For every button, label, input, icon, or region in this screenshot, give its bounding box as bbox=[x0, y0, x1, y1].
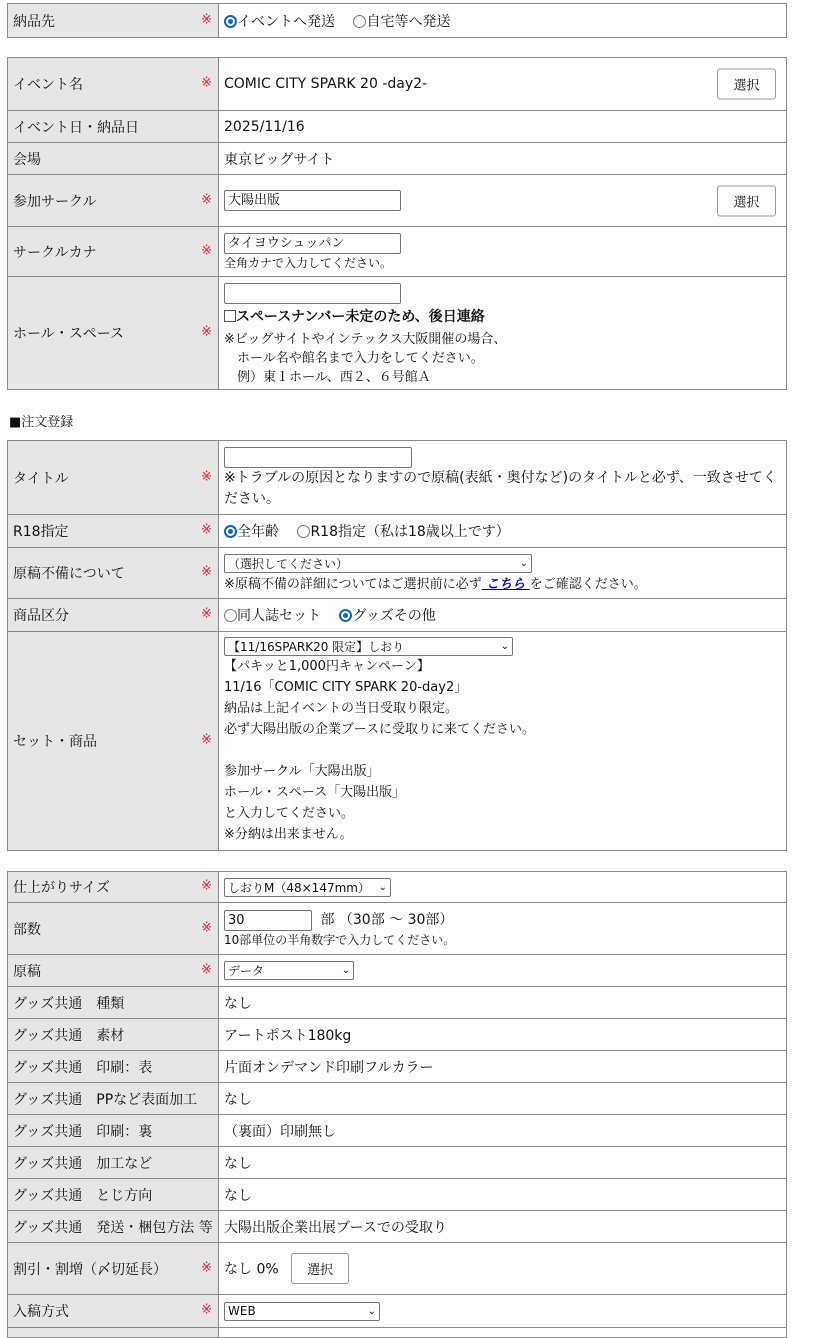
spec-row-value: 片面オンデマンド印刷フルカラー bbox=[219, 1051, 787, 1083]
required-mark: ※ bbox=[201, 11, 212, 27]
delivery-table bbox=[7, 3, 787, 38]
venue-label-cell bbox=[8, 143, 219, 175]
required-mark: ※ bbox=[201, 468, 212, 484]
kana-label: サークルカナ bbox=[13, 244, 97, 261]
chevron-down-icon: ⌄ bbox=[367, 1305, 376, 1317]
spec-row-label-cell bbox=[8, 1083, 219, 1115]
required-mark: ※ bbox=[201, 732, 212, 748]
qty-cell bbox=[219, 903, 787, 955]
required-mark: ※ bbox=[201, 1302, 212, 1318]
spec-row-label: グッズ共通 印刷：裏 bbox=[13, 1123, 153, 1140]
spec-row-label-cell bbox=[8, 987, 219, 1019]
manuscript-cell bbox=[219, 955, 787, 987]
venue-value: 東京ビッグサイト bbox=[219, 143, 787, 175]
method-label-cell bbox=[8, 1295, 219, 1328]
discount-label: 割引・割増（〆切延長） bbox=[13, 1261, 167, 1278]
spec-row-label-cell bbox=[8, 1211, 219, 1243]
set-line: ホール・スペース「大陽出版」 bbox=[224, 785, 406, 800]
manuscript-select[interactable]: データ ⌄ bbox=[224, 961, 354, 980]
spec-row-label: グッズ共通 種類 bbox=[13, 995, 125, 1012]
chevron-down-icon: ⌄ bbox=[378, 881, 387, 893]
required-mark: ※ bbox=[201, 191, 212, 207]
category-label-cell bbox=[8, 599, 219, 632]
set-line: ※分納は出来ません。 bbox=[224, 827, 353, 842]
event-date-value: 2025/11/16 bbox=[219, 111, 787, 143]
venue-label: 会場 bbox=[13, 151, 41, 168]
event-date-label: イベント日・納品日 bbox=[13, 119, 139, 136]
required-mark: ※ bbox=[201, 522, 212, 538]
required-mark: ※ bbox=[201, 324, 212, 340]
required-mark: ※ bbox=[201, 919, 212, 935]
circle-select-button[interactable]: 選択 bbox=[717, 185, 776, 216]
kana-input[interactable]: タイヨウシュッパン bbox=[224, 233, 401, 254]
r18-option-adult[interactable]: R18指定（私は18歳以上です） bbox=[297, 524, 509, 540]
space-checkbox-row[interactable] bbox=[224, 306, 786, 326]
delivery-options bbox=[219, 4, 787, 38]
spec-row-label: グッズ共通 PPなど表面加工 bbox=[13, 1091, 198, 1108]
checkbox-icon[interactable] bbox=[224, 310, 236, 322]
set-line: 必ず大陽出版の企業ブースに受取りに来てください。 bbox=[224, 722, 535, 737]
radio-icon[interactable] bbox=[224, 609, 237, 622]
defect-label: 原稿不備について bbox=[13, 566, 125, 582]
qty-note: 10部単位の半角数字で入力してください。 bbox=[224, 932, 456, 947]
required-mark: ※ bbox=[201, 961, 212, 977]
space-note-line: ※ビッグサイトやインテックス大阪開催の場合、 bbox=[224, 331, 507, 347]
order-table bbox=[7, 440, 787, 851]
spec-table bbox=[7, 871, 787, 1338]
spec-row-label: グッズ共通 印刷：表 bbox=[13, 1059, 153, 1076]
set-line: 参加サークル「大陽出版」 bbox=[224, 764, 380, 779]
spec-row-value: なし bbox=[219, 1083, 787, 1115]
discount-label-cell bbox=[8, 1243, 219, 1295]
space-label: ホール・スペース bbox=[13, 326, 125, 342]
cut-off-row bbox=[219, 1328, 787, 1338]
r18-label-cell bbox=[8, 515, 219, 548]
defect-cell bbox=[219, 548, 787, 599]
category-option-goods[interactable]: グッズその他 bbox=[339, 608, 435, 624]
space-input[interactable] bbox=[224, 283, 401, 304]
spec-row-label-cell bbox=[8, 1147, 219, 1179]
size-label-cell bbox=[8, 872, 219, 903]
set-cell bbox=[219, 632, 787, 851]
circle-cell bbox=[219, 175, 787, 227]
radio-icon[interactable] bbox=[297, 525, 310, 538]
spec-row-label-cell bbox=[8, 1115, 219, 1147]
set-select[interactable]: 【11/16SPARK20 限定】しおり ⌄ bbox=[224, 637, 513, 656]
r18-option-all-ages[interactable]: 全年齢 bbox=[224, 524, 279, 540]
circle-label-cell bbox=[8, 175, 219, 227]
category-option-doujin-set[interactable]: 同人誌セット bbox=[224, 608, 321, 624]
size-cell bbox=[219, 872, 787, 903]
title-note: ※トラブルの原因となりますので原稿(表紙・奥付など)のタイトルと必ず、一致させてください。 bbox=[224, 470, 777, 507]
delivery-option-home[interactable]: 自宅等へ発送 bbox=[353, 14, 450, 30]
set-line: 11/16「COMIC CITY SPARK 20-day2」 bbox=[224, 680, 468, 695]
discount-select-button[interactable]: 選択 bbox=[291, 1253, 349, 1284]
radio-selected-icon[interactable] bbox=[339, 609, 352, 622]
space-note-line: 例）東１ホール、西２、６号館Ａ bbox=[224, 369, 431, 385]
defect-label-cell bbox=[8, 548, 219, 599]
set-label: セット・商品 bbox=[13, 734, 97, 750]
spec-row-value: アートポスト180kg bbox=[219, 1019, 787, 1051]
qty-label-cell bbox=[8, 903, 219, 955]
circle-label: 参加サークル bbox=[13, 193, 97, 210]
required-mark: ※ bbox=[201, 1259, 212, 1275]
title-input[interactable] bbox=[224, 447, 412, 468]
r18-label: R18指定 bbox=[13, 524, 69, 540]
required-mark: ※ bbox=[201, 75, 212, 91]
required-mark: ※ bbox=[201, 564, 212, 580]
qty-label: 部数 bbox=[13, 921, 41, 938]
spec-row-value: なし bbox=[219, 1179, 787, 1211]
delivery-label: 納品先 bbox=[13, 13, 55, 30]
discount-cell bbox=[219, 1243, 787, 1295]
kana-cell bbox=[219, 227, 787, 277]
defect-detail-link[interactable]: こちら bbox=[481, 577, 530, 592]
size-select[interactable]: しおりM（48×147mm） ⌄ bbox=[224, 878, 391, 897]
event-name-label: イベント名 bbox=[13, 77, 83, 93]
set-label-cell bbox=[8, 632, 219, 851]
set-line: と入力してください。 bbox=[224, 806, 355, 821]
set-line: 【パキッと1,000円キャンペーン】 bbox=[224, 659, 430, 674]
delivery-option-event[interactable]: イベントへ発送 bbox=[224, 14, 335, 30]
spec-row-label-cell bbox=[8, 1179, 219, 1211]
method-cell bbox=[219, 1295, 787, 1328]
required-mark: ※ bbox=[201, 242, 212, 258]
defect-note: ※原稿不備の詳細についてはご選択前に必ず こちら をご確認ください。 bbox=[224, 577, 647, 592]
method-label: 入稿方式 bbox=[13, 1304, 69, 1320]
title-label: タイトル bbox=[13, 470, 69, 487]
radio-icon[interactable] bbox=[353, 15, 366, 28]
spec-row-value: なし bbox=[219, 1147, 787, 1179]
spec-row-label: グッズ共通 加工など bbox=[13, 1155, 153, 1172]
event-select-button[interactable]: 選択 bbox=[717, 69, 776, 100]
spec-row-label-cell bbox=[8, 1051, 219, 1083]
manuscript-label-cell bbox=[8, 955, 219, 987]
set-line bbox=[224, 740, 786, 761]
category-options bbox=[219, 599, 787, 632]
spec-row-value: なし bbox=[219, 987, 787, 1019]
set-description bbox=[224, 656, 786, 845]
spec-row-label: グッズ共通 とじ方向 bbox=[13, 1187, 153, 1204]
qty-unit: 部 （30部 ～ 30部） bbox=[320, 912, 454, 929]
spec-row-label: グッズ共通 素材 bbox=[13, 1027, 125, 1044]
defect-select[interactable]: （選択してください） ⌄ bbox=[224, 554, 532, 573]
title-label-cell bbox=[8, 441, 219, 515]
space-note-line: ホール名や館名まで入力をしてください。 bbox=[224, 350, 484, 366]
cut-off-row bbox=[8, 1328, 219, 1338]
qty-input[interactable]: 30 bbox=[224, 910, 312, 931]
title-cell bbox=[219, 441, 787, 515]
event-table bbox=[7, 57, 787, 390]
required-mark: ※ bbox=[201, 878, 212, 894]
kana-label-cell bbox=[8, 227, 219, 277]
order-section-heading: ■注文登録 bbox=[9, 415, 74, 430]
method-select[interactable]: WEB ⌄ bbox=[224, 1302, 380, 1321]
event-name-value: COMIC CITY SPARK 20 -day2- bbox=[224, 76, 428, 92]
discount-value: なし 0% bbox=[224, 1261, 279, 1278]
circle-input[interactable]: 大陽出版 bbox=[224, 190, 401, 211]
space-cell bbox=[219, 277, 787, 390]
spec-row-value: 大陽出版企業出展ブースでの受取り bbox=[219, 1211, 787, 1243]
kana-note: 全角カナで入力してください。 bbox=[224, 255, 393, 270]
radio-selected-icon[interactable] bbox=[224, 15, 237, 28]
category-label: 商品区分 bbox=[13, 608, 69, 624]
delivery-label-cell bbox=[8, 4, 219, 38]
radio-selected-icon[interactable] bbox=[224, 525, 237, 538]
event-date-label-cell bbox=[8, 111, 219, 143]
manuscript-label: 原稿 bbox=[13, 963, 41, 980]
space-checkbox-label: スペースナンバー未定のため、後日連絡 bbox=[236, 308, 485, 325]
r18-options bbox=[219, 515, 787, 548]
size-label: 仕上がりサイズ bbox=[13, 880, 110, 896]
set-line: 納品は上記イベントの当日受取り限定。 bbox=[224, 701, 459, 716]
required-mark: ※ bbox=[201, 606, 212, 622]
space-label-cell bbox=[8, 277, 219, 390]
chevron-down-icon: ⌄ bbox=[519, 558, 528, 569]
spec-row-label-cell bbox=[8, 1019, 219, 1051]
spec-row-label: グッズ共通 発送・梱包方法 等 bbox=[13, 1219, 213, 1236]
chevron-down-icon: ⌄ bbox=[341, 965, 350, 976]
chevron-down-icon: ⌄ bbox=[500, 641, 509, 652]
event-name-cell bbox=[219, 58, 787, 111]
spec-row-value: （裏面）印刷無し bbox=[219, 1115, 787, 1147]
event-name-label-cell bbox=[8, 58, 219, 111]
